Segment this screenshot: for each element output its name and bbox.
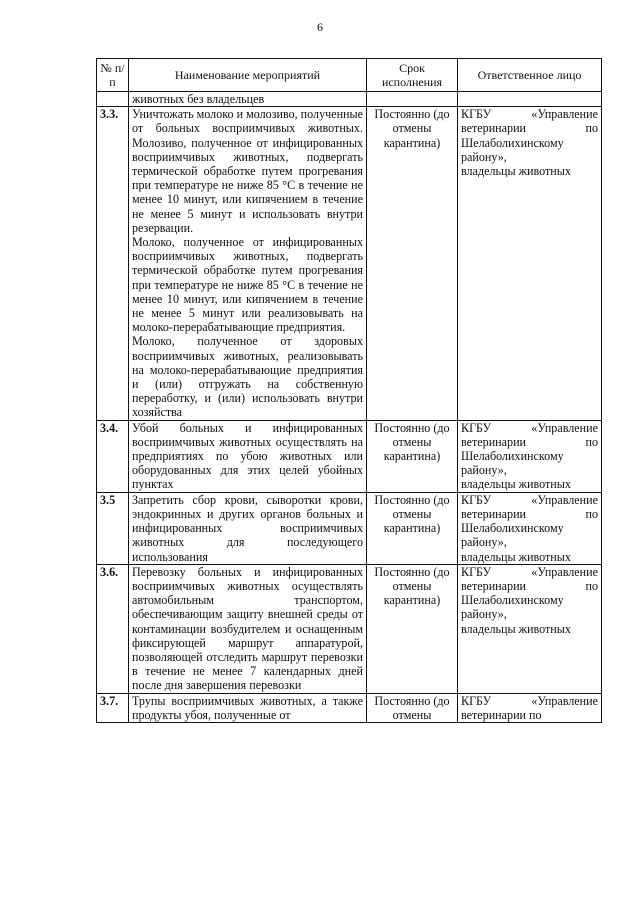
header-num: № п/п [97, 59, 129, 92]
cell-num: 3.6. [97, 564, 129, 693]
cell-num [97, 92, 129, 107]
cell-term [367, 92, 458, 107]
cell-responsible [458, 693, 602, 722]
responsible-org: КГБУ «Управление ветеринарии по Шелаболихинскому району», [461, 107, 598, 164]
table-row [97, 420, 602, 492]
measure-paragraph: Убой больных и инфицированных восприимчивых животных осуществлять на предприятиях по убою животных или оборудованных для этих целей убойных пунктах [132, 420, 363, 492]
cell-num: 3.5 [97, 492, 129, 564]
measure-paragraph: Перевозку больных и инфицированных восприимчивых животных осуществлять автомобильным транспортом, обеспечивающим защиту внешней среды от контаминации возбудителем и оснащенным фиксирующей маршрут аппаратурой, позволяющей отследить маршрут перевозки в течение не менее 7 календарных дней после дня завершения перевозки [132, 564, 363, 693]
cell-term: Постоянно (до отмены [367, 693, 458, 722]
cell-name [129, 107, 367, 420]
cell-responsible [458, 107, 602, 420]
cell-responsible [458, 92, 602, 107]
cell-responsible [458, 564, 602, 693]
table-row [97, 564, 602, 693]
responsible-org: КГБУ «Управление ветеринарии по Шелаболихинскому району», [461, 492, 598, 550]
header-name: Наименование мероприятий [129, 59, 367, 92]
cell-num: 3.7. [97, 693, 129, 722]
table-row [97, 693, 602, 722]
cell-term: Постоянно (до отмены карантина) [367, 107, 458, 420]
measure-paragraph: Молоко, полученное от инфицированных восприимчивых животных, подвергать термической обработке путем прогревания при температуре не ниже 85 °С в течение не менее 10 минут, или кипячением в течение не менее 5 минут или реализовывать на молоко-перерабатывающие предприятия. [132, 235, 363, 335]
cell-name [129, 420, 367, 492]
responsible-org: КГБУ «Управление ветеринарии по [461, 693, 598, 722]
cell-term: Постоянно (до отмены карантина) [367, 564, 458, 693]
cell-num: 3.3. [97, 107, 129, 420]
table-header-row [97, 59, 602, 92]
cell-term: Постоянно (до отмены карантина) [367, 492, 458, 564]
table-row-continued [97, 92, 602, 107]
cell-term: Постоянно (до отмены карантина) [367, 420, 458, 492]
cell-responsible [458, 492, 602, 564]
cell-name [129, 564, 367, 693]
cell-responsible [458, 420, 602, 492]
table-row [97, 107, 602, 420]
measure-paragraph: Уничтожать молоко и молозиво, полученные от больных восприимчивых животных. Молозиво, полученное от инфицированных восприимчивых животных, подвергать термической обработке путем прогревания при температуре не ниже 85 °С в течение не менее 10 минут, или кипячением в течение не менее 5 минут и использовать внутри резервации. [132, 107, 364, 235]
cell-name [129, 492, 367, 564]
responsible-owners: владельцы животных [461, 549, 571, 564]
responsible-owners: владельцы животных [461, 477, 571, 492]
measure-paragraph: Запретить сбор крови, сыворотки крови, эндокринных и других органов больных и инфицированных восприимчивых животных для последующего использования [132, 492, 363, 564]
header-term: Срок исполнения [367, 59, 458, 92]
page-number: 6 [317, 20, 323, 34]
measure-paragraph: Молоко, полученное от здоровых восприимчивых животных, реализовывать на молоко-перерабатывающие предприятия и (или) отгружать на собственную переработку, и (или) использовать внутри хозяйства [132, 334, 363, 420]
responsible-org: КГБУ «Управление ветеринарии по Шелаболихинскому району», [461, 420, 598, 478]
measure-paragraph: Трупы восприимчивых животных, а также продукты убоя, полученные от [132, 693, 363, 722]
cell-name: животных без владельцев [129, 92, 367, 107]
responsible-org: КГБУ «Управление ветеринарии по Шелаболихинскому району», [461, 564, 598, 622]
header-responsible: Ответственное лицо [458, 59, 602, 92]
cell-name [129, 693, 367, 722]
responsible-owners: владельцы животных [461, 621, 571, 636]
responsible-owners: владельцы животных [461, 164, 571, 179]
measures-table [96, 58, 602, 723]
table-row [97, 492, 602, 564]
cell-num: 3.4. [97, 420, 129, 492]
